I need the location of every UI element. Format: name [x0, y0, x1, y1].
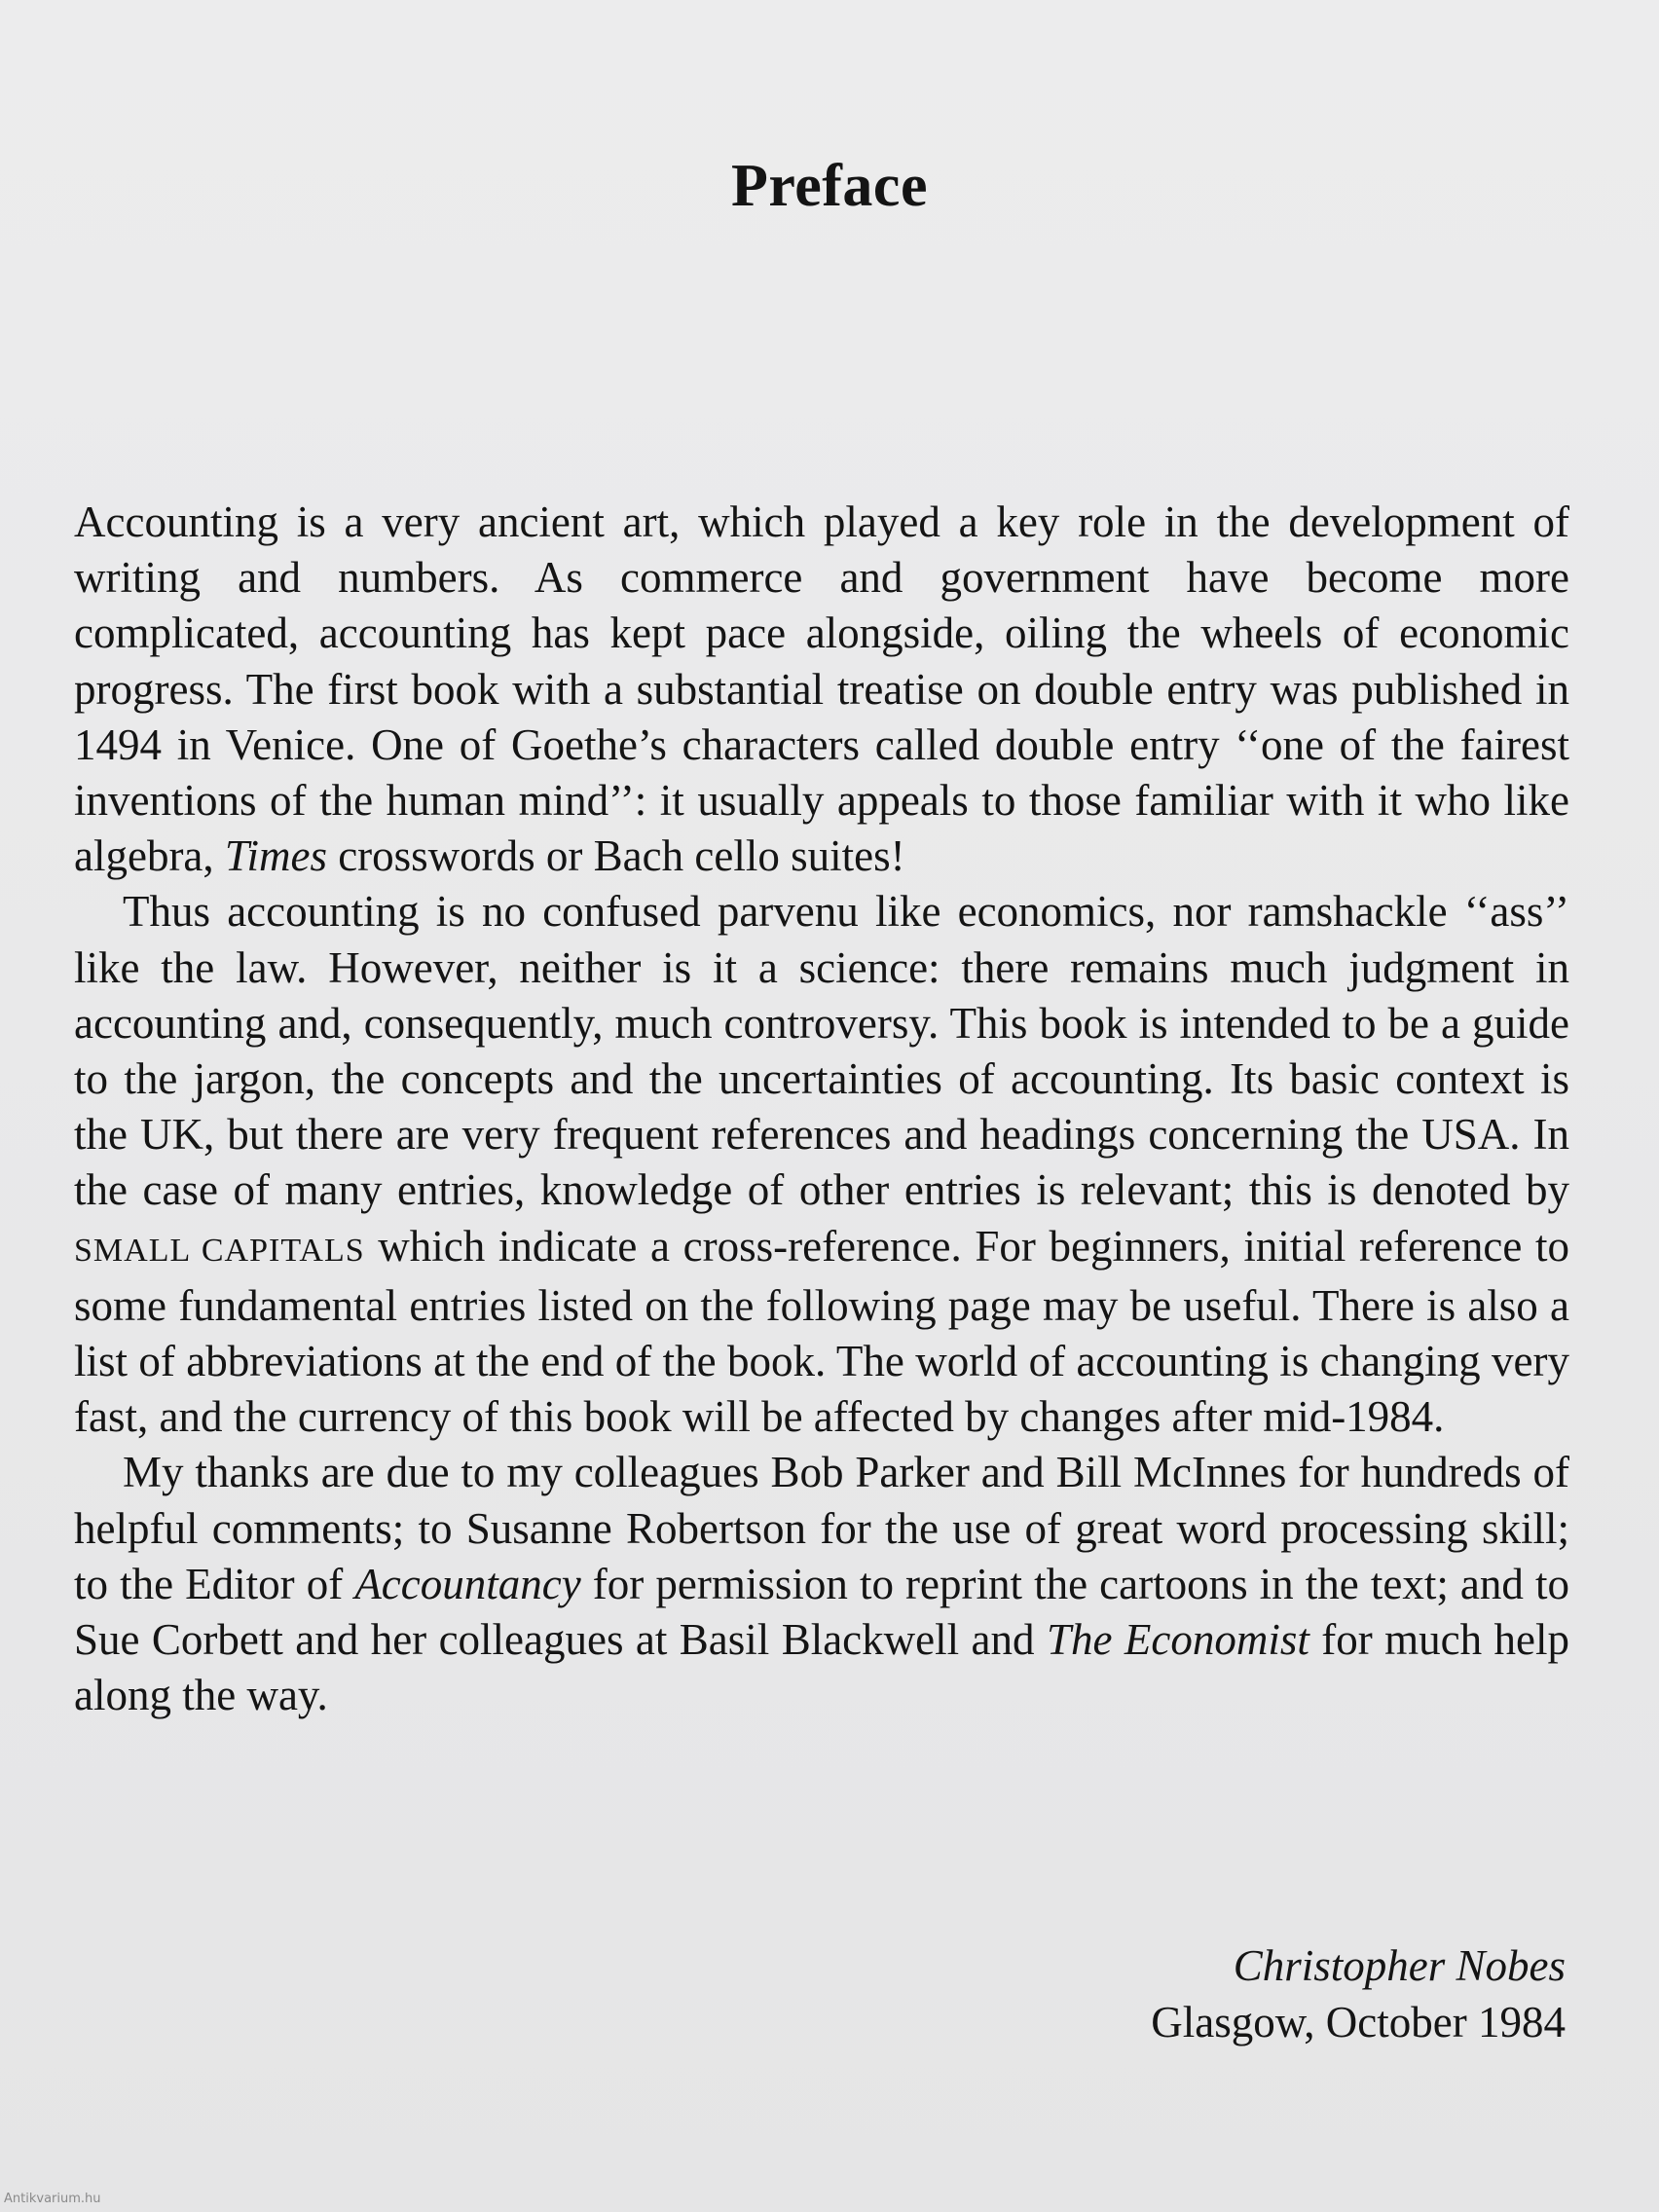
author-name: Christopher Nobes	[1233, 1941, 1566, 1990]
the-economist-italic: The Economist	[1046, 1615, 1309, 1665]
place-date: Glasgow, October 1984	[1151, 1998, 1566, 2046]
paragraph-1	[74, 495, 1569, 884]
paragraph-2-end: which indicate a cross-reference. For beginners, initial reference to some fundamental entries listed on the following page may be useful. There is also a list of abbreviations at the end of the book. The world of accounting is changing very fast, and the currency of this book will be affected by changes after mid-1984.	[74, 1221, 1570, 1442]
small-capitals-text: SMALL CAPITALS	[74, 1232, 365, 1269]
paragraph-1-text: Accounting is a very ancient art, which played a key role in the development of writing and numbers. As commerce and government have become more complicated, accounting has kept pace alongside, oiling the wheels of economic progress. The first book with a substantial treatise on double entry was published in 1494 in Venice. One of Goethe’s characters called double entry ‘‘one of the fairest inventions of the human mind’’: it usually appeals to those familiar with it who like algebra,	[74, 498, 1569, 881]
page-title: Preface	[731, 153, 928, 219]
preface-body	[74, 495, 1569, 1723]
accountancy-italic: Accountancy	[354, 1559, 581, 1608]
paragraph-1-end: crosswords or Bach cello suites!	[338, 831, 905, 881]
paragraph-3-text-a: My thanks are due to my colleagues Bob Parker and Bill McInnes for hundreds of helpful comments; to Susanne Robertson for the use of great word processing skill; to the Editor of	[74, 1448, 1569, 1608]
watermark-text: Antikvarium.hu	[4, 2192, 101, 2206]
paragraph-2-text: Thus accounting is no confused parvenu like economics, nor ramshackle ‘‘ass’’ like the law. However, neither is it a science: there remains much judgment in accounting and, consequently, much controversy. This book is intended to be a guide to the jargon, the concepts and the uncertainties of accounting. Its basic context is the UK, but there are very frequent references and headings concerning the USA. In the case of many entries, knowledge of other entries is relevant; this is denoted by	[74, 887, 1569, 1215]
paragraph-2	[74, 884, 1569, 1445]
paragraph-3	[74, 1445, 1569, 1723]
signature-block	[1151, 1937, 1566, 2050]
times-italic: Times	[224, 831, 327, 881]
paragraph-3-text-b: for permission to reprint the cartoons in the text; and to Sue Corbett and her colleagues at Basil Blackwell and	[74, 1559, 1569, 1665]
paragraph-3-text-c: for much help along the way.	[74, 1615, 1570, 1720]
